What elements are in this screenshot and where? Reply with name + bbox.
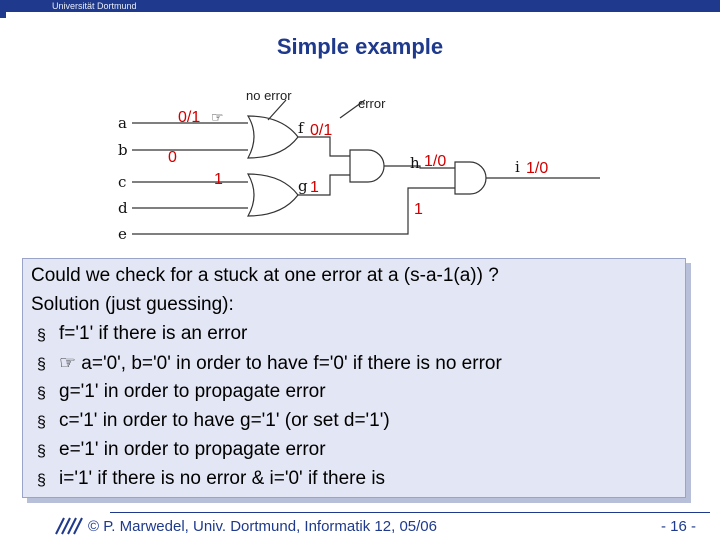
label-a: a [118, 114, 127, 132]
bullet-icon: § [37, 443, 46, 460]
university-logo-icon [54, 514, 84, 536]
value-e: 1 [414, 201, 423, 218]
gate-and-h [350, 150, 384, 182]
label-c: c [118, 173, 127, 191]
list-item: g='1' in order to propagate error [59, 381, 326, 402]
bullet-icon: § [37, 327, 46, 344]
annotation-error: error [358, 96, 386, 111]
institution-label: Universität Dortmund [52, 1, 137, 11]
label-d: d [118, 199, 128, 217]
label-b: b [118, 141, 128, 159]
value-a: 0/1 [178, 109, 201, 126]
value-h: 1/0 [424, 153, 447, 170]
bullet-icon: § [37, 472, 46, 489]
value-c: 1 [214, 171, 223, 188]
arrow-no-error [268, 100, 286, 120]
wire-e [132, 188, 455, 234]
circuit-diagram [0, 80, 720, 255]
footer-rule [110, 512, 710, 513]
list-item: ☞ a='0', b='0' in order to have f='0' if there is no error [59, 353, 502, 374]
label-h: h [410, 154, 420, 172]
bullet-icon: § [37, 356, 46, 373]
gate-or-2 [248, 174, 298, 216]
header-bar [0, 0, 720, 12]
list-item: e='1' in order to propagate error [59, 439, 326, 460]
list-item: i='1' if there is no error & i='0' if there is [59, 468, 386, 489]
bullet-icon: § [37, 385, 46, 402]
header-tab [0, 0, 6, 18]
bullet-icon: § [37, 414, 46, 431]
label-g: g [298, 177, 308, 195]
value-i: 1/0 [526, 160, 549, 177]
slide-title: Simple example [276, 34, 444, 59]
list-item: f='1' if there is an error [59, 323, 248, 344]
list-item: c='1' in order to have g='1' (or set d='1') [59, 410, 390, 431]
gate-and-i [455, 162, 486, 194]
wire-f [298, 137, 350, 156]
solution-heading: Solution (just guessing): [31, 294, 234, 315]
explanation-box [22, 258, 686, 498]
label-e: e [118, 225, 127, 243]
page-number: - 16 - [660, 518, 696, 535]
annotation-no-error: no error [246, 88, 292, 103]
hand-pointer-icon: ☞ [211, 110, 224, 126]
label-f: f [298, 119, 304, 137]
value-b: 0 [168, 149, 177, 166]
label-i: i [515, 158, 520, 176]
question-line: Could we check for a stuck at one error at a (s-a-1(a)) ? [31, 265, 499, 286]
footer [0, 508, 720, 540]
gate-or-1 [248, 116, 298, 158]
value-f: 0/1 [310, 122, 333, 139]
footer-credit: © P. Marwedel, Univ. Dortmund, Informatik 12, 05/06 [88, 518, 437, 535]
value-g: 1 [310, 179, 319, 196]
